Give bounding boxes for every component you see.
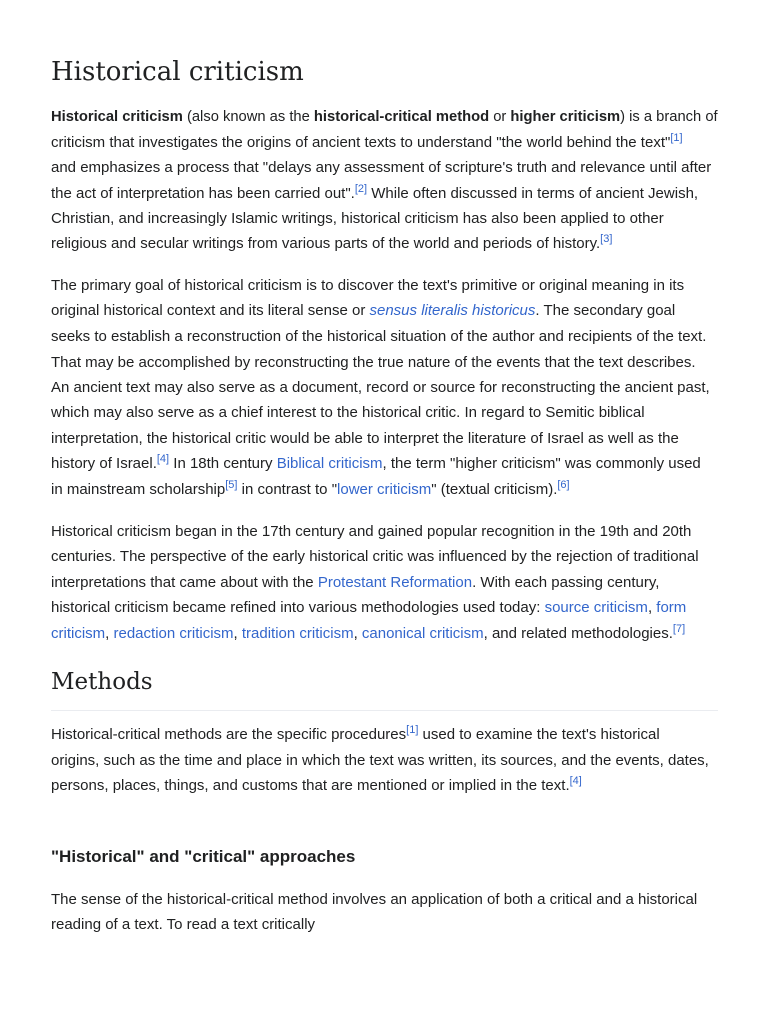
text-line: The primary goal of historical criticism is to discover the text's primitive or original meaning in its <box>51 277 685 294</box>
text-line: reading of a text. To read a text critically <box>51 916 316 933</box>
text-line: origins, such as the time and place in which the text was written, its sources, and the events, dates, <box>51 752 709 769</box>
text-line: Historical criticism began in the 17th century and gained popular recognition in the 19th and 20th <box>51 523 692 540</box>
citation-link[interactable]: [4] <box>569 775 582 787</box>
text-span: In 18th century <box>169 455 277 472</box>
text-line: and emphasizes a process that "delays any assessment of scripture's truth and relevance until after <box>51 159 712 176</box>
citation-link[interactable]: [1] <box>670 132 683 144</box>
text-line <box>51 231 612 257</box>
text-span: history of Israel. <box>51 455 157 472</box>
citation-link[interactable]: [7] <box>672 623 686 635</box>
citation-link[interactable]: [5] <box>225 479 238 491</box>
text-span: in contrast to " <box>237 481 338 498</box>
text-span: While often discussed in terms of ancient Jewish, <box>367 185 699 202</box>
citation-link[interactable]: [2] <box>354 183 368 195</box>
text-line <box>51 595 686 621</box>
text-span: in mainstream scholarship <box>51 481 226 498</box>
text-span: or <box>489 108 511 125</box>
text-line <box>51 621 685 647</box>
source-criticism-link[interactable]: source criticism <box>544 599 648 616</box>
text-line <box>51 451 701 477</box>
text-line: Christian, and increasingly Islamic writings, historical criticism has also been applied to other <box>51 210 664 227</box>
methods-heading: Methods <box>51 669 153 695</box>
text-span: used to examine the text's historical <box>418 726 660 743</box>
tradition-criticism-link[interactable]: tradition criticism <box>241 625 354 642</box>
protestant-reformation-link[interactable]: Protestant Reformation <box>317 574 473 591</box>
text-span: . With each passing century, <box>472 574 660 591</box>
bold-term: historical-critical method <box>313 108 490 125</box>
text-line: An ancient text may also serve as a document, record or source for reconstructing the ancient past, <box>51 379 710 396</box>
form-criticism-link[interactable]: criticism <box>51 625 106 642</box>
text-span: ) is a branch of <box>620 108 718 125</box>
text-line <box>51 773 582 799</box>
text-span: criticism that investigates the origins of ancient texts to understand "the world behind the text" <box>51 134 671 151</box>
approaches-heading: "Historical" and "critical" approaches <box>51 847 356 866</box>
biblical-criticism-link[interactable]: Biblical criticism <box>276 455 383 472</box>
text-span: , <box>233 625 242 642</box>
text-span: persons, places, things, and customs that are mentioned or implied in the text. <box>51 777 570 794</box>
text-line <box>51 477 570 503</box>
bold-term: Historical criticism <box>51 108 183 125</box>
text-span: " (textual criticism). <box>431 481 558 498</box>
text-line: interpretation, the historical critic would be able to interpret the literature of Israel as well as the <box>51 430 679 447</box>
citation-link[interactable]: [3] <box>600 233 613 245</box>
text-line: The sense of the historical-critical method involves an application of both a critical and a historical <box>51 891 698 908</box>
text-line: which may also serve as a chief interest to the historical critic. In regard to Semitic biblical <box>51 404 645 421</box>
text-line <box>51 298 675 324</box>
text-line <box>51 104 718 130</box>
text-span: . The secondary goal <box>535 302 676 319</box>
text-line <box>51 181 698 207</box>
text-span: historical criticism became refined into various methodologies used today: <box>51 599 545 616</box>
section-divider <box>51 710 718 711</box>
text-span: , <box>105 625 114 642</box>
form-criticism-link[interactable]: form <box>656 599 687 616</box>
text-line: That may be accomplished by reconstructing the true nature of the events that the text describes. <box>51 354 696 371</box>
text-line <box>51 130 683 156</box>
text-span: Historical-critical methods are the specific procedures <box>51 726 407 743</box>
text-line <box>51 570 659 596</box>
text-span: , <box>647 599 657 616</box>
text-span: , and related methodologies. <box>483 625 673 642</box>
text-span: the act of interpretation has been carried out". <box>51 185 355 202</box>
lower-criticism-link[interactable]: lower criticism <box>337 481 432 498</box>
text-span: , <box>353 625 362 642</box>
link-text: sensus literalis historicus <box>369 302 536 319</box>
text-span: interpretations that came about with the <box>51 574 318 591</box>
bold-term: higher criticism <box>510 108 621 125</box>
sensus-literalis-link[interactable] <box>370 302 536 319</box>
text-span: original historical context and its literal sense or <box>51 302 370 319</box>
text-line: seeks to establish a reconstruction of the historical situation of the author and recipients of the text. <box>51 328 707 345</box>
text-span: , the term "higher criticism" was commonly used <box>382 455 701 472</box>
citation-link[interactable]: [1] <box>406 724 419 736</box>
text-line <box>51 722 660 748</box>
page-title: Historical criticism <box>51 57 304 87</box>
redaction-criticism-link[interactable]: redaction criticism <box>113 625 234 642</box>
text-span: religious and secular writings from various parts of the world and periods of history. <box>51 235 601 252</box>
text-span: (also known as the <box>182 108 314 125</box>
text-line: centuries. The perspective of the early historical critic was influenced by the rejection of traditional <box>51 548 699 565</box>
citation-link[interactable]: [4] <box>156 453 170 465</box>
canonical-criticism-link[interactable]: canonical criticism <box>361 625 484 642</box>
citation-link[interactable]: [6] <box>557 479 570 491</box>
